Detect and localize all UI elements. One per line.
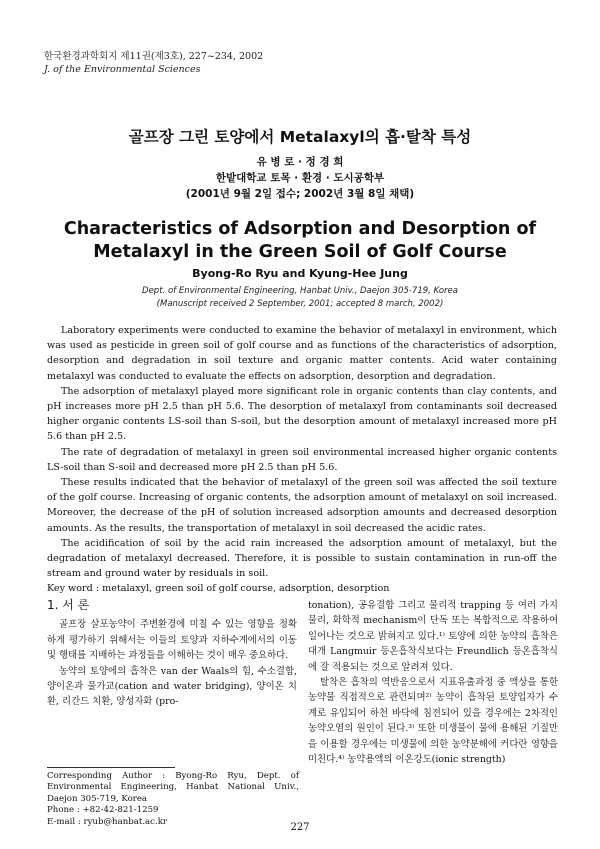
journal-header — [44, 50, 263, 76]
korean-affiliation: 한밭대학교 토목 · 환경 · 도시공학부 — [215, 172, 385, 184]
intro-paragraph-4: 탈착은 흡착의 역반응으로서 지표유출과정 중 액상을 통한 농약물 직접적으로 관련되며²⁾ 농약이 흡착된 토양입자가 수계로 유입되어 하천 바닥에 침전되어 있을 경우에는 2차적인 농약오염의 원인이 된다.³⁾ 또한 미생물이 물에 용해된 기질만을 이용할 경우에는 미생물에 의한 농약분해에 커다란 영향을 미친다.⁴⁾ 농약용액의 이온강도(ionic strength) — [308, 677, 558, 766]
section-heading-introduction: 1. 서 론 — [47, 598, 90, 612]
english-affiliation-block — [0, 285, 600, 311]
footnote-email: E-mail : ryub@hanbat.ac.kr — [47, 816, 168, 827]
corresponding-author-footnote — [47, 771, 299, 828]
korean-author-block — [0, 154, 600, 202]
intro-paragraph-1: 골프장 살포농약이 주변환경에 미칠 수 있는 영향을 정확하게 평가하기 위해서는 이들의 토양과 지하수계에서의 이동 및 행태를 지배하는 과정들을 이해하는 것이 매우 중요하다. — [47, 619, 297, 662]
journal-english-name: J. of the Environmental Sciences — [44, 64, 201, 75]
english-dates: (Manuscript received 2 September, 2001; accepted 8 march, 2002) — [156, 299, 444, 309]
abstract-paragraph-1: Laboratory experiments were conducted to examine the behavior of metalaxyl in environment, which was used as pesticide in green soil of golf course and as functions of the characteristics of adsorption, desorption and degradation in soil texture and organic matter contents. Acid water containing metalaxyl was conducted to evaluate the effects on adsorption, desorption and degradation. — [47, 325, 557, 382]
footnote-divider — [47, 767, 175, 768]
abstract — [47, 323, 557, 597]
body-left-column — [47, 598, 297, 710]
korean-authors: 유 병 로 · 정 경 희 — [256, 156, 344, 168]
abstract-paragraph-3: The rate of degradation of metalaxyl in green soil environmental increased higher organic contents LS-soil than S-soil and decreased more pH 2.5 than pH 5.6. — [47, 446, 557, 473]
page-number: 227 — [290, 822, 310, 833]
journal-korean-ref: 한국환경과학회지 제11권(제3호), 227~234, 2002 — [44, 51, 264, 62]
english-authors: Byong-Ro Ryu and Kyung-Hee Jung — [192, 267, 408, 280]
english-title — [0, 218, 600, 264]
korean-title: 골프장 그린 토양에서 Metalaxyl의 흡·탈착 특성 — [128, 128, 472, 146]
korean-dates: (2001년 9월 2일 접수; 2002년 3월 8일 채택) — [185, 188, 415, 200]
intro-paragraph-2: 농약의 토양에의 흡착은 van der Waals의 힘, 수소결합, 양이온과 물가교(cation and water bridging), 양이온 치환, 리간드 치환, 양성자화 (pro- — [47, 665, 297, 708]
footnote-author: Corresponding Author : Byong-Ro Ryu, Dept. of Environmental Engineering, Hanbat National Univ., Daejon 305-719, Korea — [47, 771, 299, 804]
keywords: Key word : metalaxyl, green soil of golf course, adsorption, desorption — [47, 583, 390, 595]
abstract-paragraph-5: The acidification of soil by the acid rain increased the adsorption amount of metalaxyl, but the degradation of metalaxyl decreased. Therefore, it is possible to sustain contamination in run-off the stream and ground water by residuals in soil. — [47, 537, 557, 580]
english-affiliation: Dept. of Environmental Engineering, Hanbat Univ., Daejon 305-719, Korea — [142, 286, 458, 296]
body-right-column — [308, 598, 558, 767]
abstract-paragraph-2: The adsorption of metalaxyl played more significant role in organic contents than clay contents, and pH increases more pH 2.5 than pH 5.6. The desorption of metalaxyl from contaminants soil decreased higher organic contents LS-soil than S-soil, but the desorption amount of metalaxyl increased more pH 5.6 than pH 2.5. — [47, 385, 557, 443]
abstract-paragraph-4: These results indicated that the behavior of metalaxyl of the green soil was affected the soil texture of the golf course. Increasing of organic contents, the adsorption amount of metalaxyl on soil increased. Moreover, the decrease of the pH of solution increased adsorption amounts and decreased desorption amounts. As the results, the transportation of metalaxyl in soil decreased the acidic rates. — [47, 477, 557, 534]
footnote-phone: Phone : +82-42-821-1259 — [47, 805, 159, 816]
english-title-line2: Metalaxyl in the Green Soil of Golf Course — [93, 242, 507, 262]
intro-paragraph-3: tonation), 공유결합 그리고 물리적 trapping 등 여러 가지 물리, 화학적 mechanism이 단독 또는 복합적으로 작용하여 일어나는 것으로 밝혀지고 있다.¹⁾ 토양에 의한 농약의 흡착은 대개 Langmuir 등온흡착식보다는 Freundlich 등온흡착식에 잘 적용되는 것으로 알려져 있다. — [308, 600, 558, 673]
english-title-line1: Characteristics of Adsorption and Desorption of — [63, 219, 537, 239]
